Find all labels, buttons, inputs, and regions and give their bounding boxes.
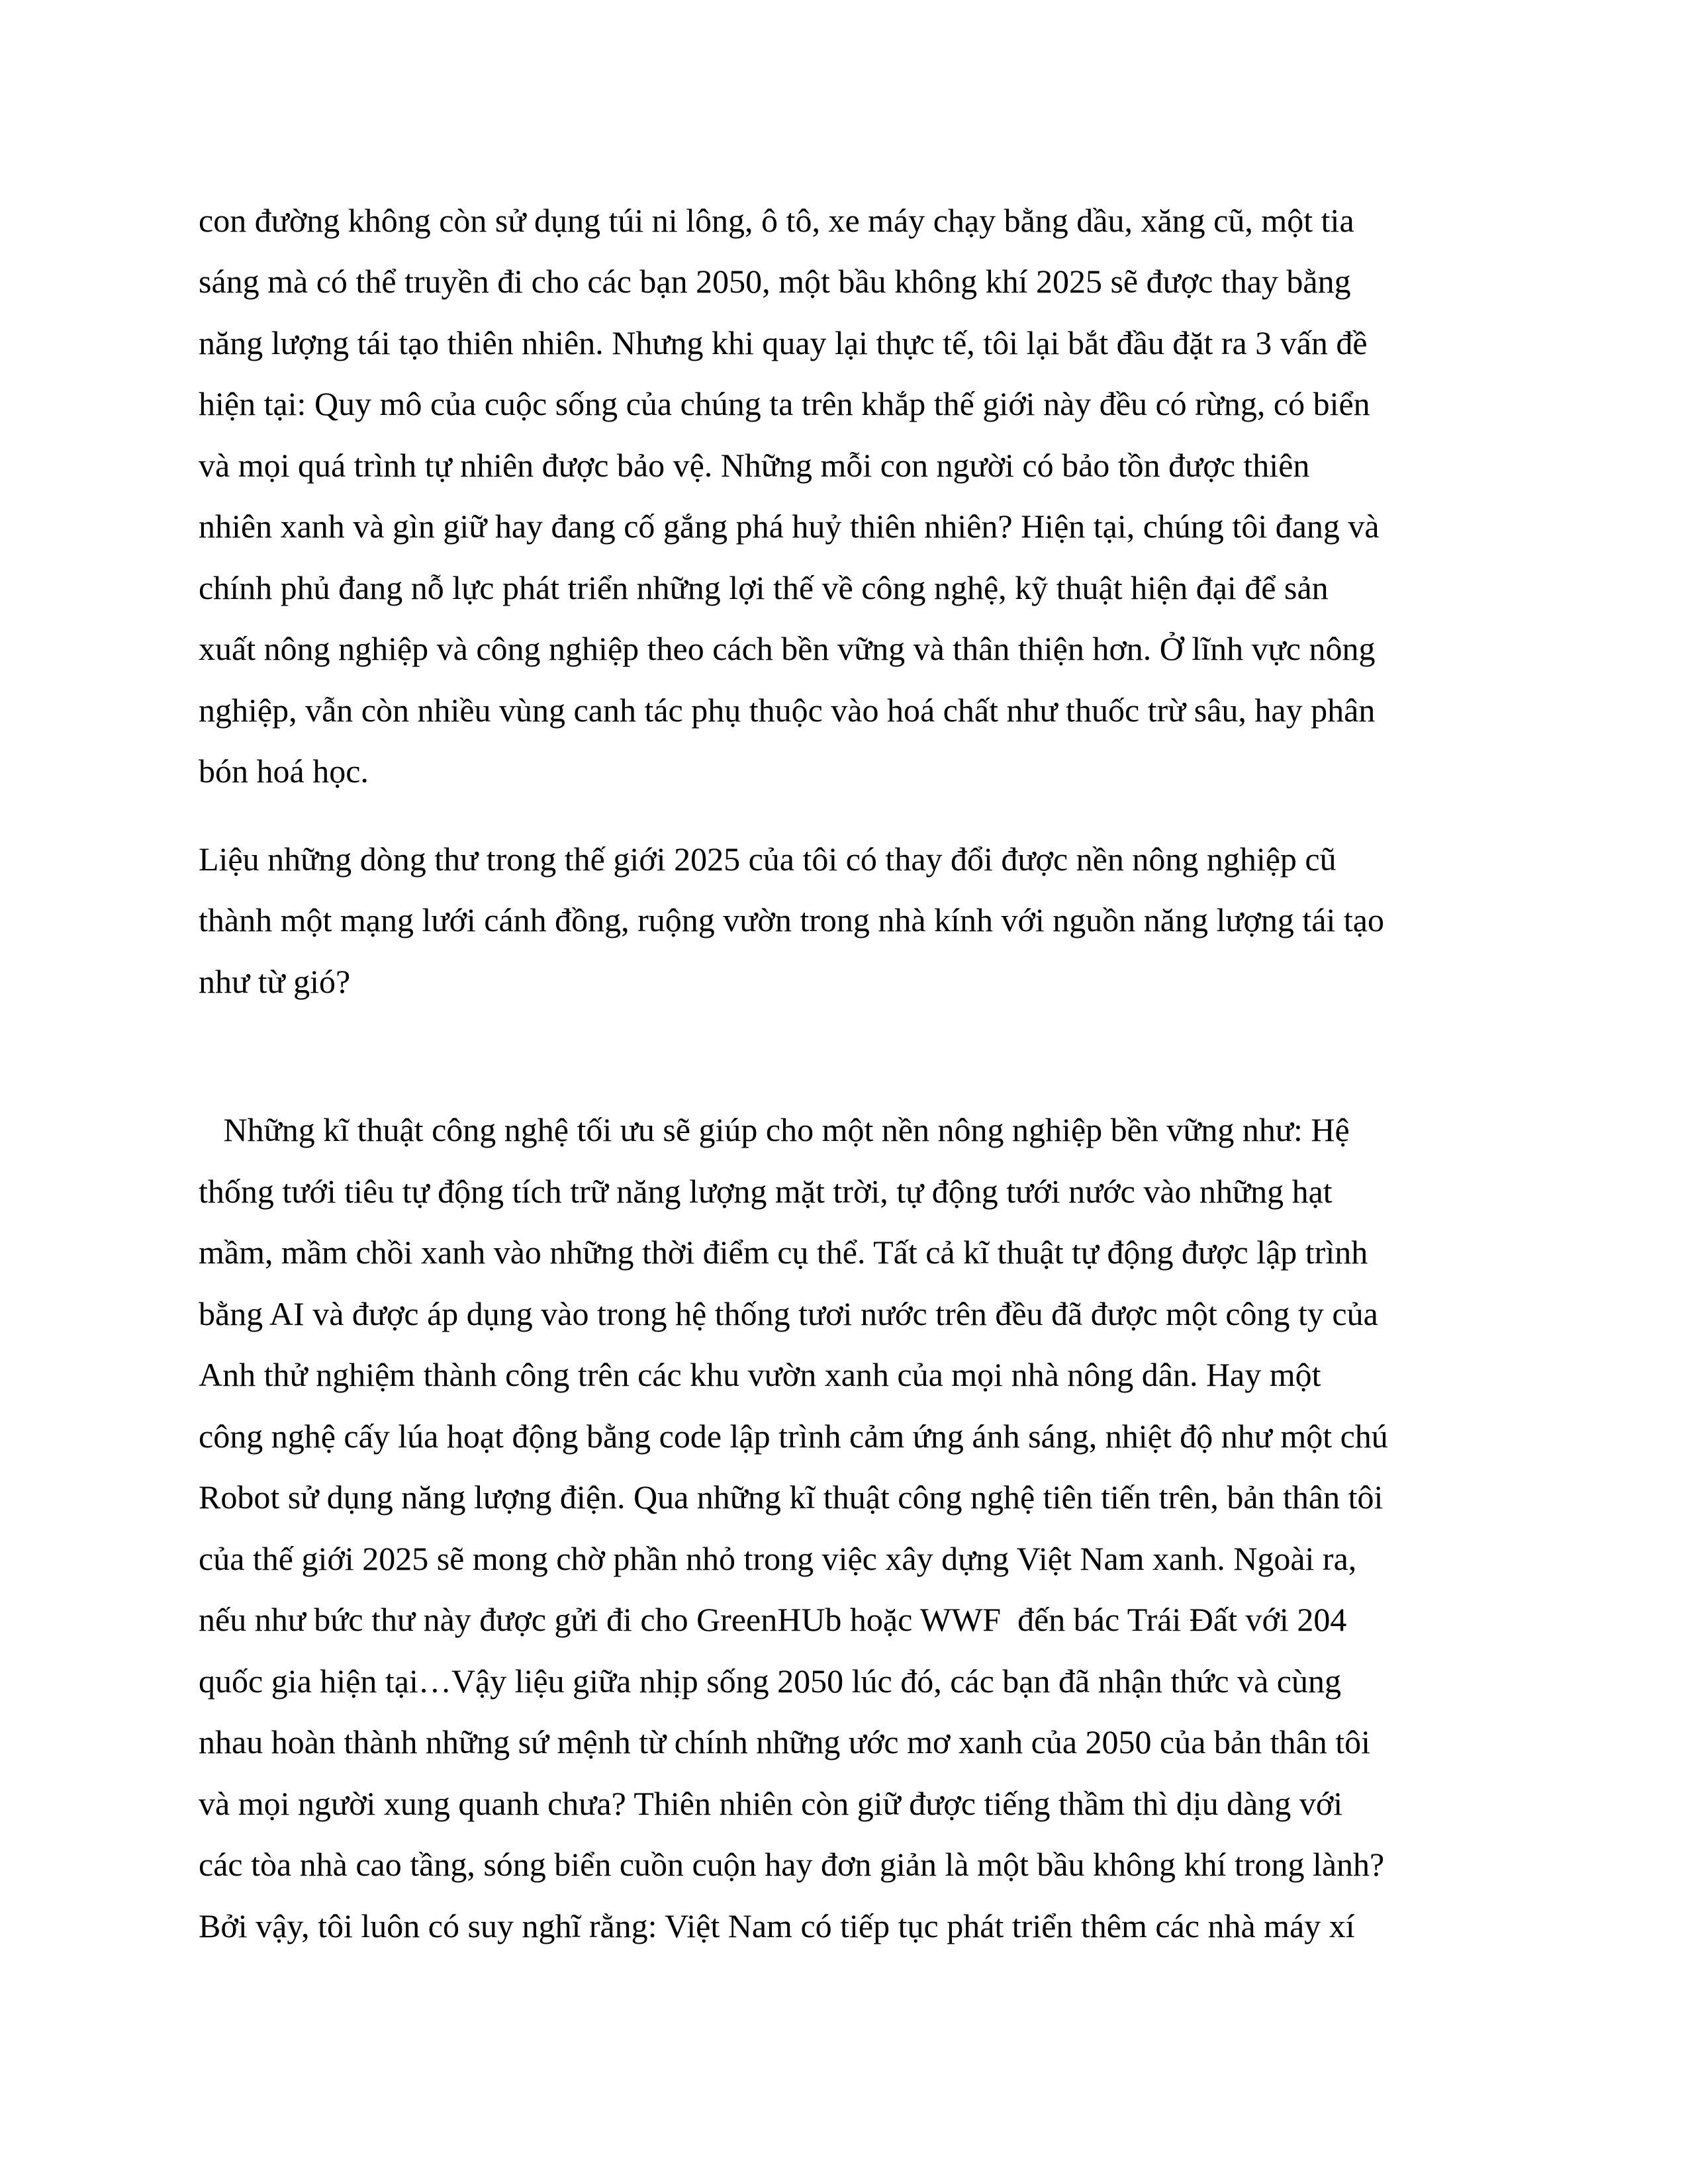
text-line: quốc gia hiện tại…Vậy liệu giữa nhịp sống 2050 lúc đó, các bạn đã nhận thức và cùng (199, 1662, 1341, 1700)
text-line: Bởi vậy, tôi luôn có suy nghĩ rằng: Việt Nam có tiếp tục phát triển thêm các nhà máy xí (199, 1907, 1355, 1944)
text-line: công nghệ cấy lúa hoạt động bằng code lập trình cảm ứng ánh sáng, nhiệt độ như một chú (199, 1418, 1388, 1455)
text-line: như từ gió? (199, 963, 351, 1000)
text-line: Những kĩ thuật công nghệ tối ưu sẽ giúp cho một nền nông nghiệp bền vững như: Hệ (199, 1111, 1350, 1148)
text-line: năng lượng tái tạo thiên nhiên. Nhưng khi quay lại thực tế, tôi lại bắt đầu đặt ra 3 vấn đề (199, 324, 1368, 361)
text-line: nghiệp, vẫn còn nhiều vùng canh tác phụ thuộc vào hoá chất như thuốc trừ sâu, hay phân (199, 692, 1376, 729)
text-line: Anh thử nghiệm thành công trên các khu vườn xanh của mọi nhà nông dân. Hay một (199, 1356, 1321, 1393)
text-line: xuất nông nghiệp và công nghiệp theo cách bền vững và thân thiện hơn. Ở lĩnh vực nông (199, 630, 1376, 667)
text-line: hiện tại: Quy mô của cuộc sống của chúng ta trên khắp thế giới này đều có rừng, có biển (199, 385, 1370, 422)
text-line: thống tưới tiêu tự động tích trữ năng lượng mặt trời, tự động tưới nước vào những hạt (199, 1173, 1333, 1210)
text-line: mầm, mầm chồi xanh vào những thời điểm cụ thể. Tất cả kĩ thuật tự động được lập trình (199, 1234, 1368, 1271)
text-line: thành một mạng lưới cánh đồng, ruộng vườn trong nhà kính với nguồn năng lượng tái tạo (199, 901, 1384, 938)
text-line: bón hoá học. (199, 752, 369, 790)
text-line: con đường không còn sử dụng túi ni lông, ô tô, xe máy chạy bằng dầu, xăng cũ, một tia (199, 202, 1354, 239)
text-line: của thế giới 2025 sẽ mong chờ phần nhỏ trong việc xây dựng Việt Nam xanh. Ngoài ra, (199, 1540, 1357, 1577)
text-line: và mọi người xung quanh chưa? Thiên nhiên còn giữ được tiếng thầm thì dịu dàng với (199, 1785, 1343, 1822)
text-line: chính phủ đang nỗ lực phát triển những lợi thế về công nghệ, kỹ thuật hiện đại để sản (199, 569, 1329, 606)
text-line: sáng mà có thể truyền đi cho các bạn 2050, một bầu không khí 2025 sẽ được thay bằng (199, 263, 1351, 300)
text-line: bằng AI và được áp dụng vào trong hệ thống tươi nước trên đều đã được một công ty của (199, 1295, 1378, 1332)
text-line: nhau hoàn thành những sứ mệnh từ chính những ước mơ xanh của 2050 của bản thân tôi (199, 1723, 1370, 1760)
text-line: nếu như bức thư này được gửi đi cho GreenHUb hoặc WWF đến bác Trái Đất với 204 (199, 1601, 1347, 1638)
text-line: và mọi quá trình tự nhiên được bảo vệ. Những mỗi con người có bảo tồn được thiên (199, 447, 1310, 484)
text-line: nhiên xanh và gìn giữ hay đang cố gắng phá huỷ thiên nhiên? Hiện tại, chúng tôi đang và (199, 508, 1380, 545)
text-line: Liệu những dòng thư trong thế giới 2025 của tôi có thay đổi được nền nông nghiệp cũ (199, 841, 1336, 878)
text-line: Robot sử dụng năng lượng điện. Qua những kĩ thuật công nghệ tiên tiến trên, bản thân tôi (199, 1479, 1383, 1516)
text-line: các tòa nhà cao tầng, sóng biển cuồn cuộn hay đơn giản là một bầu không khí trong lành? (199, 1846, 1385, 1883)
